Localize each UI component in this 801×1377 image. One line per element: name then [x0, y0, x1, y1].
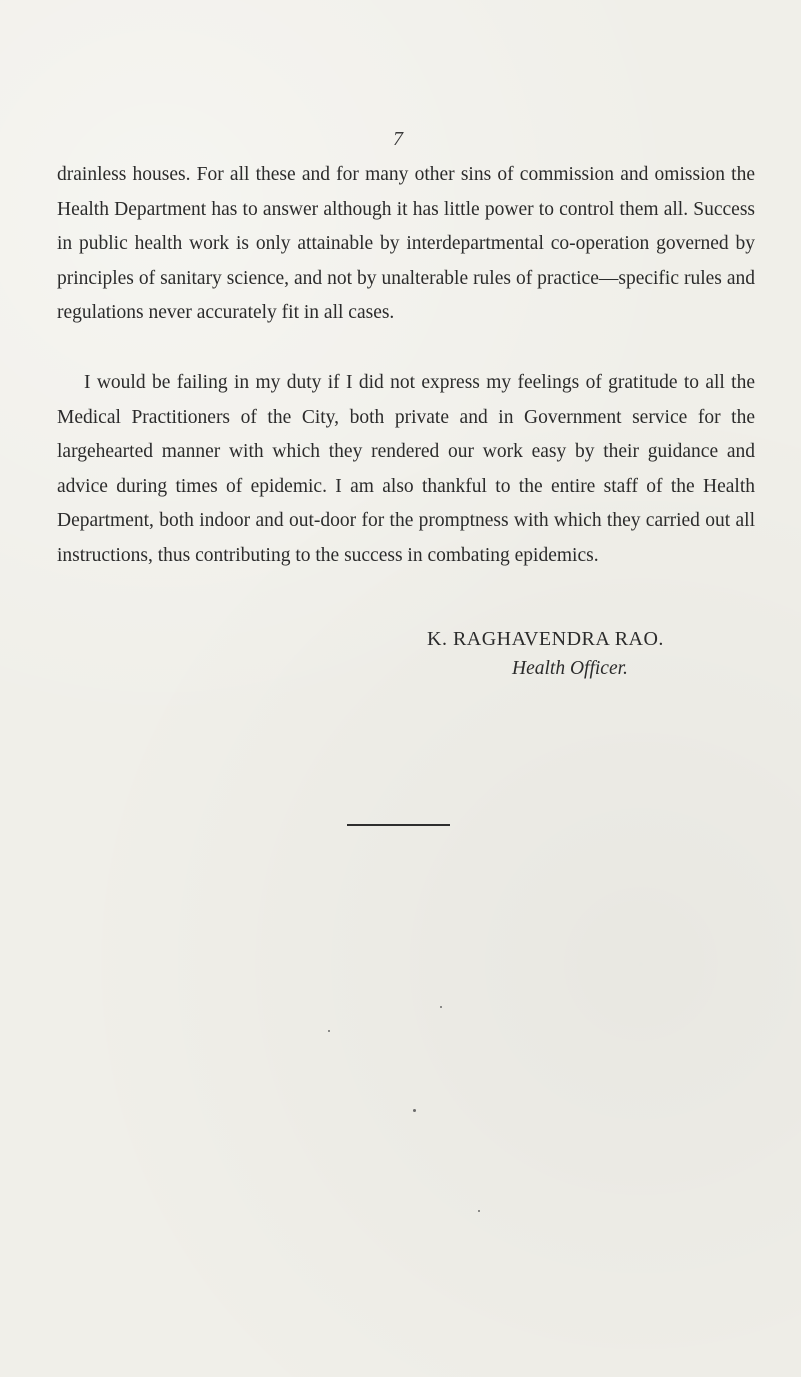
paragraph-2: I would be failing in my duty if I did not express my feelings of gratitude to all the Medical Practitioners of the City, both private and in Government service for the largehearted manner with which they rendered our work easy by their guidance and advice during times of epidemic. I am also thankful to the entire staff of the Health Department, both indoor and out-door for the promptness with which they carried out all instructions, thus contributing to the success in combating epidemics. [57, 372, 755, 566]
paper-speck [413, 1109, 416, 1112]
paper-speck [478, 1210, 480, 1212]
signatory-title: Health Officer. [512, 658, 628, 679]
horizontal-rule-divider [347, 824, 450, 826]
signatory-name: K. RAGHAVENDRA RAO. [427, 628, 664, 650]
paragraph-1: drainless houses. For all these and for many other sins of commission and omission the Health Department has to answer although it has little power to control them all. Success in public health work is only attainable by interdepartmental co-operation governed by principles of sanitary science, and not by unalterable rules of practice—specific rules and regulations never accurately fit in all cases. [57, 164, 755, 324]
page-number: 7 [393, 128, 403, 150]
paper-speck [328, 1030, 330, 1032]
paper-speck [440, 1006, 442, 1008]
